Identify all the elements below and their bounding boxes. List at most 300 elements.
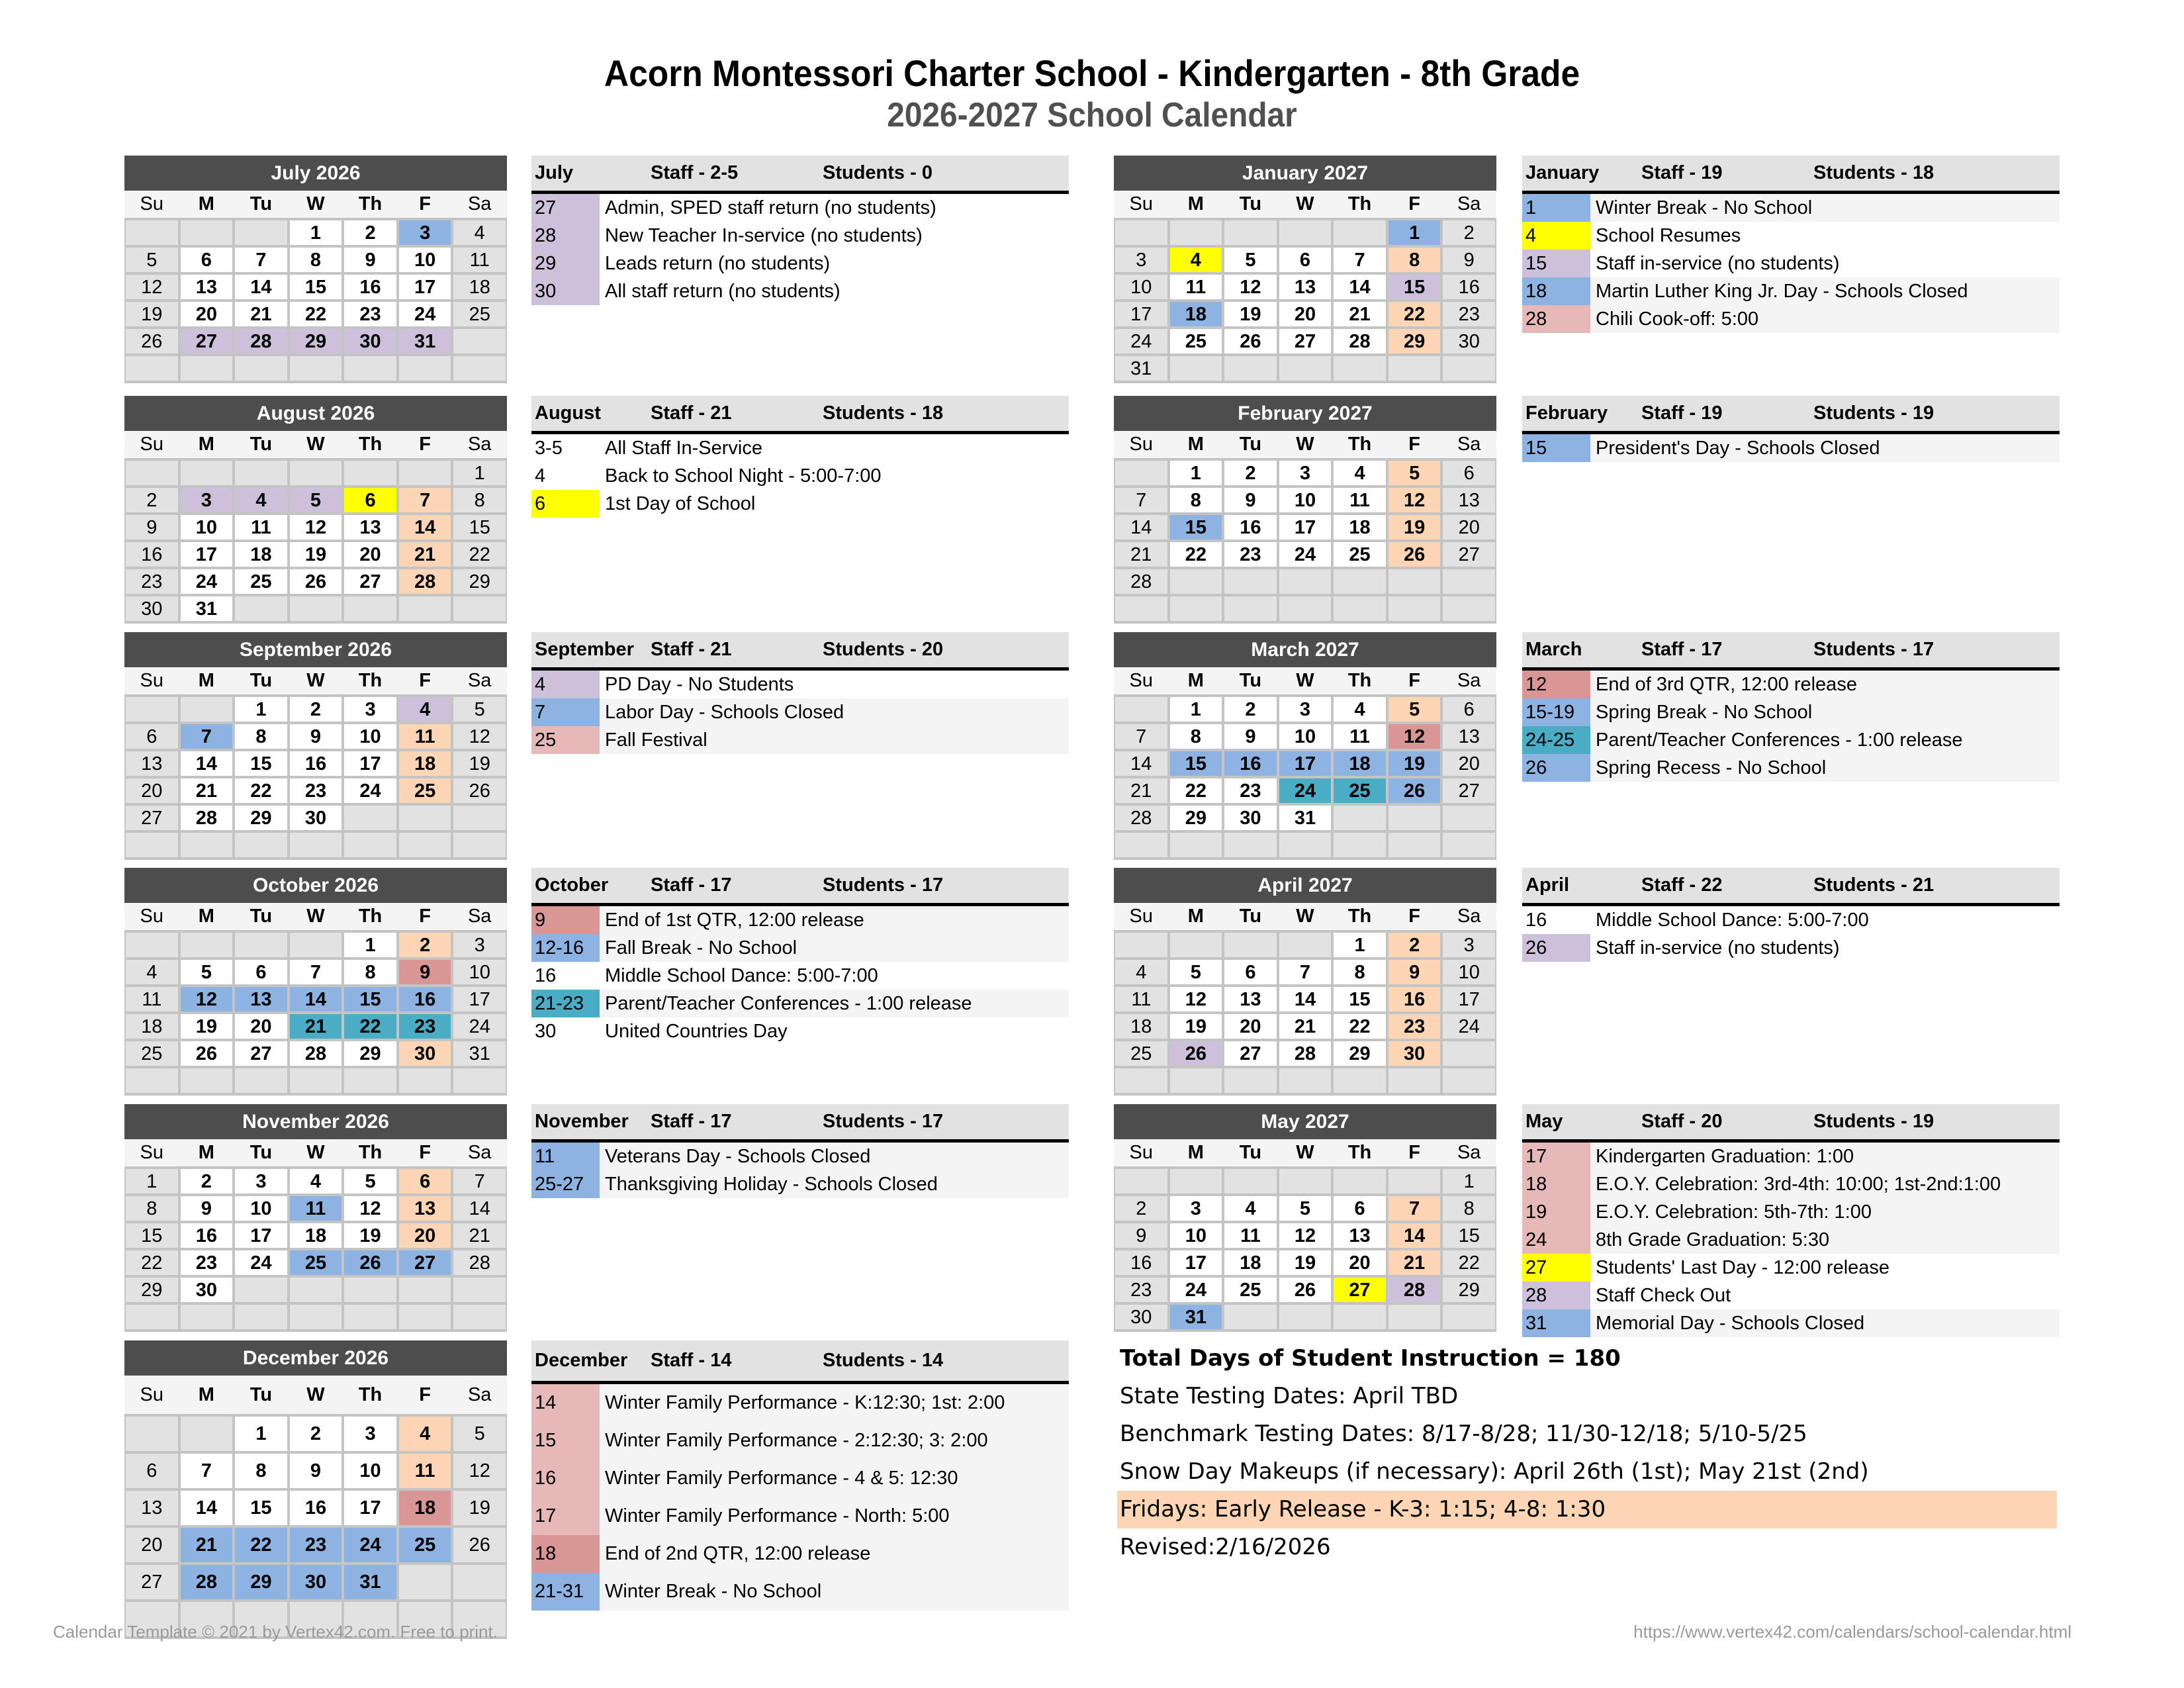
day-cell[interactable]: 6 (235, 960, 287, 984)
day-cell[interactable]: 14 (181, 1491, 233, 1525)
day-cell[interactable]: 14 (1334, 275, 1386, 299)
day-cell[interactable]: 30 (1388, 1041, 1441, 1066)
day-cell[interactable]: 21 (1334, 302, 1386, 326)
day-cell[interactable]: 11 (1334, 724, 1386, 749)
day-cell[interactable]: 26 (1224, 329, 1277, 353)
day-cell[interactable]: 9 (290, 724, 342, 749)
day-cell[interactable]: 15 (235, 751, 287, 776)
day-cell[interactable]: 13 (126, 751, 178, 776)
day-cell[interactable]: 8 (235, 724, 287, 749)
day-cell[interactable]: 9 (1388, 960, 1441, 984)
day-cell[interactable]: 19 (453, 751, 506, 776)
day-cell[interactable]: 20 (1443, 515, 1495, 539)
day-cell[interactable]: 7 (181, 1454, 233, 1488)
day-cell[interactable]: 26 (344, 1250, 396, 1275)
day-cell[interactable]: 10 (344, 724, 396, 749)
day-cell[interactable]: 24 (1279, 542, 1332, 567)
day-cell[interactable]: 21 (1279, 1014, 1332, 1039)
day-cell[interactable]: 29 (453, 569, 506, 594)
day-cell[interactable]: 26 (181, 1041, 233, 1066)
day-cell[interactable]: 27 (235, 1041, 287, 1066)
day-cell[interactable]: 23 (1115, 1278, 1167, 1302)
day-cell[interactable]: 16 (344, 275, 396, 299)
day-cell[interactable]: 20 (235, 1014, 287, 1039)
day-cell[interactable]: 22 (1443, 1250, 1495, 1275)
day-cell[interactable]: 14 (1279, 987, 1332, 1011)
day-cell[interactable]: 26 (1170, 1041, 1222, 1066)
day-cell[interactable]: 8 (1443, 1196, 1495, 1221)
day-cell[interactable]: 5 (1224, 248, 1277, 272)
day-cell[interactable]: 30 (126, 596, 178, 621)
footer-url[interactable]: https://www.vertex42.com/calendars/school-calendar.html (1633, 1622, 2071, 1642)
day-cell[interactable]: 21 (1388, 1250, 1441, 1275)
day-cell[interactable]: 13 (126, 1491, 178, 1525)
day-cell[interactable]: 23 (290, 778, 342, 803)
day-cell[interactable]: 12 (1279, 1223, 1332, 1248)
day-cell[interactable]: 28 (1115, 806, 1167, 830)
day-cell[interactable]: 12 (1170, 987, 1222, 1011)
day-cell[interactable]: 21 (290, 1014, 342, 1039)
day-cell[interactable]: 26 (126, 329, 178, 353)
day-cell[interactable]: 23 (1443, 302, 1495, 326)
day-cell[interactable]: 30 (290, 806, 342, 830)
day-cell[interactable]: 14 (399, 515, 451, 539)
day-cell[interactable]: 8 (235, 1454, 287, 1488)
day-cell[interactable]: 1 (344, 933, 396, 957)
day-cell[interactable]: 1 (1443, 1169, 1495, 1194)
day-cell[interactable]: 2 (181, 1169, 233, 1194)
day-cell[interactable]: 20 (1334, 1250, 1386, 1275)
day-cell[interactable]: 18 (1334, 515, 1386, 539)
day-cell[interactable]: 3 (1170, 1196, 1222, 1221)
day-cell[interactable]: 8 (1170, 488, 1222, 512)
day-cell[interactable]: 4 (126, 960, 178, 984)
day-cell[interactable]: 31 (453, 1041, 506, 1066)
day-cell[interactable]: 4 (1334, 697, 1386, 722)
day-cell[interactable]: 12 (290, 515, 342, 539)
day-cell[interactable]: 26 (453, 778, 506, 803)
day-cell[interactable]: 23 (290, 1528, 342, 1562)
day-cell[interactable]: 29 (126, 1278, 178, 1302)
day-cell[interactable]: 18 (453, 275, 506, 299)
day-cell[interactable]: 29 (1334, 1041, 1386, 1066)
day-cell[interactable]: 4 (1170, 248, 1222, 272)
day-cell[interactable]: 25 (453, 302, 506, 326)
day-cell[interactable]: 13 (344, 515, 396, 539)
day-cell[interactable]: 25 (399, 778, 451, 803)
day-cell[interactable]: 13 (1224, 987, 1277, 1011)
day-cell[interactable]: 6 (126, 724, 178, 749)
day-cell[interactable]: 8 (453, 488, 506, 512)
day-cell[interactable]: 22 (344, 1014, 396, 1039)
day-cell[interactable]: 17 (181, 542, 233, 567)
day-cell[interactable]: 12 (1224, 275, 1277, 299)
day-cell[interactable]: 23 (399, 1014, 451, 1039)
day-cell[interactable]: 23 (126, 569, 178, 594)
day-cell[interactable]: 12 (1388, 724, 1441, 749)
day-cell[interactable]: 1 (1170, 697, 1222, 722)
day-cell[interactable]: 19 (1224, 302, 1277, 326)
day-cell[interactable]: 15 (126, 1223, 178, 1248)
day-cell[interactable]: 19 (1279, 1250, 1332, 1275)
day-cell[interactable]: 3 (1115, 248, 1167, 272)
day-cell[interactable]: 14 (1115, 515, 1167, 539)
day-cell[interactable]: 20 (1279, 302, 1332, 326)
day-cell[interactable]: 15 (1443, 1223, 1495, 1248)
day-cell[interactable]: 13 (181, 275, 233, 299)
day-cell[interactable]: 24 (399, 302, 451, 326)
day-cell[interactable]: 1 (235, 697, 287, 722)
day-cell[interactable]: 17 (1443, 987, 1495, 1011)
day-cell[interactable]: 28 (235, 329, 287, 353)
day-cell[interactable]: 29 (1443, 1278, 1495, 1302)
day-cell[interactable]: 14 (453, 1196, 506, 1221)
day-cell[interactable]: 9 (126, 515, 178, 539)
day-cell[interactable]: 14 (290, 987, 342, 1011)
day-cell[interactable]: 9 (1115, 1223, 1167, 1248)
day-cell[interactable]: 28 (181, 1565, 233, 1599)
day-cell[interactable]: 11 (1334, 488, 1386, 512)
day-cell[interactable]: 16 (1443, 275, 1495, 299)
day-cell[interactable]: 7 (399, 488, 451, 512)
day-cell[interactable]: 28 (453, 1250, 506, 1275)
day-cell[interactable]: 24 (1115, 329, 1167, 353)
day-cell[interactable]: 13 (1443, 488, 1495, 512)
day-cell[interactable]: 27 (1224, 1041, 1277, 1066)
day-cell[interactable]: 13 (399, 1196, 451, 1221)
day-cell[interactable]: 7 (1334, 248, 1386, 272)
day-cell[interactable]: 14 (1115, 751, 1167, 776)
day-cell[interactable]: 2 (1388, 933, 1441, 957)
day-cell[interactable]: 10 (235, 1196, 287, 1221)
day-cell[interactable]: 28 (1388, 1278, 1441, 1302)
day-cell[interactable]: 10 (1170, 1223, 1222, 1248)
day-cell[interactable]: 5 (1388, 461, 1441, 485)
day-cell[interactable]: 11 (235, 515, 287, 539)
day-cell[interactable]: 21 (181, 1528, 233, 1562)
day-cell[interactable]: 1 (1170, 461, 1222, 485)
day-cell[interactable]: 29 (235, 806, 287, 830)
day-cell[interactable]: 25 (1224, 1278, 1277, 1302)
day-cell[interactable]: 2 (290, 1417, 342, 1451)
day-cell[interactable]: 15 (1170, 751, 1222, 776)
day-cell[interactable]: 8 (1388, 248, 1441, 272)
day-cell[interactable]: 30 (290, 1565, 342, 1599)
day-cell[interactable]: 22 (290, 302, 342, 326)
day-cell[interactable]: 2 (1224, 461, 1277, 485)
day-cell[interactable]: 2 (399, 933, 451, 957)
day-cell[interactable]: 24 (453, 1014, 506, 1039)
day-cell[interactable]: 4 (1224, 1196, 1277, 1221)
day-cell[interactable]: 6 (1279, 248, 1332, 272)
day-cell[interactable]: 29 (344, 1041, 396, 1066)
day-cell[interactable]: 5 (1388, 697, 1441, 722)
day-cell[interactable]: 30 (1224, 806, 1277, 830)
day-cell[interactable]: 24 (1170, 1278, 1222, 1302)
day-cell[interactable]: 6 (399, 1169, 451, 1194)
day-cell[interactable]: 10 (181, 515, 233, 539)
day-cell[interactable]: 19 (290, 542, 342, 567)
day-cell[interactable]: 4 (290, 1169, 342, 1194)
day-cell[interactable]: 30 (1443, 329, 1495, 353)
day-cell[interactable]: 1 (453, 461, 506, 485)
day-cell[interactable]: 24 (1443, 1014, 1495, 1039)
day-cell[interactable]: 5 (344, 1169, 396, 1194)
day-cell[interactable]: 21 (235, 302, 287, 326)
day-cell[interactable]: 4 (235, 488, 287, 512)
day-cell[interactable]: 24 (1279, 778, 1332, 803)
day-cell[interactable]: 28 (399, 569, 451, 594)
day-cell[interactable]: 31 (181, 596, 233, 621)
day-cell[interactable]: 27 (1443, 778, 1495, 803)
day-cell[interactable]: 13 (1443, 724, 1495, 749)
day-cell[interactable]: 19 (181, 1014, 233, 1039)
day-cell[interactable]: 19 (126, 302, 178, 326)
day-cell[interactable]: 22 (1170, 778, 1222, 803)
day-cell[interactable]: 20 (181, 302, 233, 326)
day-cell[interactable]: 11 (290, 1196, 342, 1221)
day-cell[interactable]: 25 (1334, 778, 1386, 803)
day-cell[interactable]: 22 (126, 1250, 178, 1275)
day-cell[interactable]: 9 (181, 1196, 233, 1221)
day-cell[interactable]: 25 (126, 1041, 178, 1066)
day-cell[interactable]: 15 (453, 515, 506, 539)
day-cell[interactable]: 17 (453, 987, 506, 1011)
day-cell[interactable]: 8 (1334, 960, 1386, 984)
day-cell[interactable]: 9 (1224, 488, 1277, 512)
day-cell[interactable]: 5 (290, 488, 342, 512)
day-cell[interactable]: 1 (235, 1417, 287, 1451)
day-cell[interactable]: 4 (399, 697, 451, 722)
day-cell[interactable]: 18 (235, 542, 287, 567)
day-cell[interactable]: 10 (1279, 488, 1332, 512)
day-cell[interactable]: 11 (399, 1454, 451, 1488)
day-cell[interactable]: 2 (290, 697, 342, 722)
day-cell[interactable]: 22 (1388, 302, 1441, 326)
day-cell[interactable]: 18 (1170, 302, 1222, 326)
day-cell[interactable]: 31 (1115, 356, 1167, 381)
day-cell[interactable]: 8 (344, 960, 396, 984)
day-cell[interactable]: 11 (453, 248, 506, 272)
day-cell[interactable]: 6 (1443, 697, 1495, 722)
day-cell[interactable]: 15 (1334, 987, 1386, 1011)
day-cell[interactable]: 11 (1170, 275, 1222, 299)
day-cell[interactable]: 16 (399, 987, 451, 1011)
day-cell[interactable]: 6 (1224, 960, 1277, 984)
day-cell[interactable]: 14 (235, 275, 287, 299)
day-cell[interactable]: 7 (1115, 488, 1167, 512)
day-cell[interactable]: 9 (290, 1454, 342, 1488)
day-cell[interactable]: 17 (399, 275, 451, 299)
day-cell[interactable]: 6 (126, 1454, 178, 1488)
day-cell[interactable]: 23 (1388, 1014, 1441, 1039)
day-cell[interactable]: 18 (1115, 1014, 1167, 1039)
day-cell[interactable]: 27 (344, 569, 396, 594)
day-cell[interactable]: 3 (235, 1169, 287, 1194)
day-cell[interactable]: 12 (453, 1454, 506, 1488)
day-cell[interactable]: 5 (126, 248, 178, 272)
day-cell[interactable]: 3 (344, 697, 396, 722)
day-cell[interactable]: 25 (399, 1528, 451, 1562)
day-cell[interactable]: 24 (344, 1528, 396, 1562)
day-cell[interactable]: 11 (399, 724, 451, 749)
day-cell[interactable]: 12 (1388, 488, 1441, 512)
day-cell[interactable]: 20 (344, 542, 396, 567)
day-cell[interactable]: 21 (399, 542, 451, 567)
day-cell[interactable]: 24 (344, 778, 396, 803)
day-cell[interactable]: 29 (1388, 329, 1441, 353)
day-cell[interactable]: 14 (181, 751, 233, 776)
day-cell[interactable]: 25 (290, 1250, 342, 1275)
day-cell[interactable]: 9 (399, 960, 451, 984)
day-cell[interactable]: 15 (1170, 515, 1222, 539)
day-cell[interactable]: 17 (1170, 1250, 1222, 1275)
day-cell[interactable]: 22 (1170, 542, 1222, 567)
day-cell[interactable]: 3 (1279, 697, 1332, 722)
day-cell[interactable]: 11 (126, 987, 178, 1011)
day-cell[interactable]: 10 (1443, 960, 1495, 984)
day-cell[interactable]: 1 (290, 220, 342, 245)
day-cell[interactable]: 7 (453, 1169, 506, 1194)
day-cell[interactable]: 18 (399, 751, 451, 776)
day-cell[interactable]: 22 (453, 542, 506, 567)
day-cell[interactable]: 19 (344, 1223, 396, 1248)
day-cell[interactable]: 6 (1334, 1196, 1386, 1221)
day-cell[interactable]: 2 (126, 488, 178, 512)
day-cell[interactable]: 23 (1224, 778, 1277, 803)
day-cell[interactable]: 29 (290, 329, 342, 353)
day-cell[interactable]: 27 (126, 1565, 178, 1599)
day-cell[interactable]: 23 (1224, 542, 1277, 567)
day-cell[interactable]: 13 (1334, 1223, 1386, 1248)
day-cell[interactable]: 3 (344, 1417, 396, 1451)
day-cell[interactable]: 9 (344, 248, 396, 272)
day-cell[interactable]: 11 (1115, 987, 1167, 1011)
day-cell[interactable]: 16 (181, 1223, 233, 1248)
day-cell[interactable]: 16 (290, 1491, 342, 1525)
day-cell[interactable]: 12 (453, 724, 506, 749)
day-cell[interactable]: 2 (1443, 220, 1495, 245)
day-cell[interactable]: 20 (126, 1528, 178, 1562)
day-cell[interactable]: 25 (1170, 329, 1222, 353)
day-cell[interactable]: 10 (1279, 724, 1332, 749)
day-cell[interactable]: 16 (1388, 987, 1441, 1011)
day-cell[interactable]: 7 (290, 960, 342, 984)
day-cell[interactable]: 23 (344, 302, 396, 326)
day-cell[interactable]: 17 (1279, 751, 1332, 776)
day-cell[interactable]: 8 (1170, 724, 1222, 749)
day-cell[interactable]: 9 (1443, 248, 1495, 272)
day-cell[interactable]: 29 (1170, 806, 1222, 830)
day-cell[interactable]: 5 (181, 960, 233, 984)
day-cell[interactable]: 24 (235, 1250, 287, 1275)
day-cell[interactable]: 16 (1115, 1250, 1167, 1275)
day-cell[interactable]: 31 (1279, 806, 1332, 830)
day-cell[interactable]: 16 (1224, 751, 1277, 776)
day-cell[interactable]: 31 (1170, 1305, 1222, 1329)
day-cell[interactable]: 14 (1388, 1223, 1441, 1248)
day-cell[interactable]: 4 (1115, 960, 1167, 984)
day-cell[interactable]: 15 (290, 275, 342, 299)
day-cell[interactable]: 27 (399, 1250, 451, 1275)
day-cell[interactable]: 27 (126, 806, 178, 830)
day-cell[interactable]: 19 (1388, 751, 1441, 776)
day-cell[interactable]: 16 (290, 751, 342, 776)
day-cell[interactable]: 3 (1443, 933, 1495, 957)
day-cell[interactable]: 30 (344, 329, 396, 353)
day-cell[interactable]: 22 (1334, 1014, 1386, 1039)
day-cell[interactable]: 24 (181, 569, 233, 594)
day-cell[interactable]: 26 (290, 569, 342, 594)
day-cell[interactable]: 27 (181, 329, 233, 353)
day-cell[interactable]: 3 (1279, 461, 1332, 485)
day-cell[interactable]: 31 (399, 329, 451, 353)
day-cell[interactable]: 12 (181, 987, 233, 1011)
day-cell[interactable]: 28 (1115, 569, 1167, 594)
day-cell[interactable]: 10 (1115, 275, 1167, 299)
day-cell[interactable]: 28 (290, 1041, 342, 1066)
day-cell[interactable]: 28 (1279, 1041, 1332, 1066)
day-cell[interactable]: 18 (126, 1014, 178, 1039)
day-cell[interactable]: 30 (1115, 1305, 1167, 1329)
day-cell[interactable]: 18 (399, 1491, 451, 1525)
day-cell[interactable]: 5 (1170, 960, 1222, 984)
day-cell[interactable]: 1 (1334, 933, 1386, 957)
day-cell[interactable]: 5 (453, 697, 506, 722)
day-cell[interactable]: 1 (126, 1169, 178, 1194)
day-cell[interactable]: 28 (1334, 329, 1386, 353)
day-cell[interactable]: 17 (235, 1223, 287, 1248)
day-cell[interactable]: 22 (235, 778, 287, 803)
day-cell[interactable]: 27 (1279, 329, 1332, 353)
day-cell[interactable]: 2 (1115, 1196, 1167, 1221)
day-cell[interactable]: 26 (1388, 778, 1441, 803)
day-cell[interactable]: 25 (235, 569, 287, 594)
day-cell[interactable]: 17 (1279, 515, 1332, 539)
day-cell[interactable]: 8 (290, 248, 342, 272)
day-cell[interactable]: 3 (181, 488, 233, 512)
day-cell[interactable]: 23 (181, 1250, 233, 1275)
day-cell[interactable]: 25 (1334, 542, 1386, 567)
day-cell[interactable]: 7 (1279, 960, 1332, 984)
day-cell[interactable]: 7 (1388, 1196, 1441, 1221)
day-cell[interactable]: 22 (235, 1528, 287, 1562)
day-cell[interactable]: 4 (399, 1417, 451, 1451)
day-cell[interactable]: 20 (1224, 1014, 1277, 1039)
day-cell[interactable]: 27 (1334, 1278, 1386, 1302)
day-cell[interactable]: 6 (344, 488, 396, 512)
day-cell[interactable]: 3 (399, 220, 451, 245)
day-cell[interactable]: 2 (1224, 697, 1277, 722)
day-cell[interactable]: 3 (453, 933, 506, 957)
day-cell[interactable]: 31 (344, 1565, 396, 1599)
day-cell[interactable]: 21 (1115, 778, 1167, 803)
day-cell[interactable]: 17 (1115, 302, 1167, 326)
day-cell[interactable]: 8 (126, 1196, 178, 1221)
day-cell[interactable]: 12 (344, 1196, 396, 1221)
day-cell[interactable]: 18 (1334, 751, 1386, 776)
day-cell[interactable]: 15 (344, 987, 396, 1011)
day-cell[interactable]: 19 (453, 1491, 506, 1525)
day-cell[interactable]: 15 (235, 1491, 287, 1525)
day-cell[interactable]: 5 (1279, 1196, 1332, 1221)
day-cell[interactable]: 17 (344, 1491, 396, 1525)
day-cell[interactable]: 17 (344, 751, 396, 776)
day-cell[interactable]: 15 (1388, 275, 1441, 299)
day-cell[interactable]: 11 (1224, 1223, 1277, 1248)
day-cell[interactable]: 12 (126, 275, 178, 299)
day-cell[interactable]: 10 (453, 960, 506, 984)
